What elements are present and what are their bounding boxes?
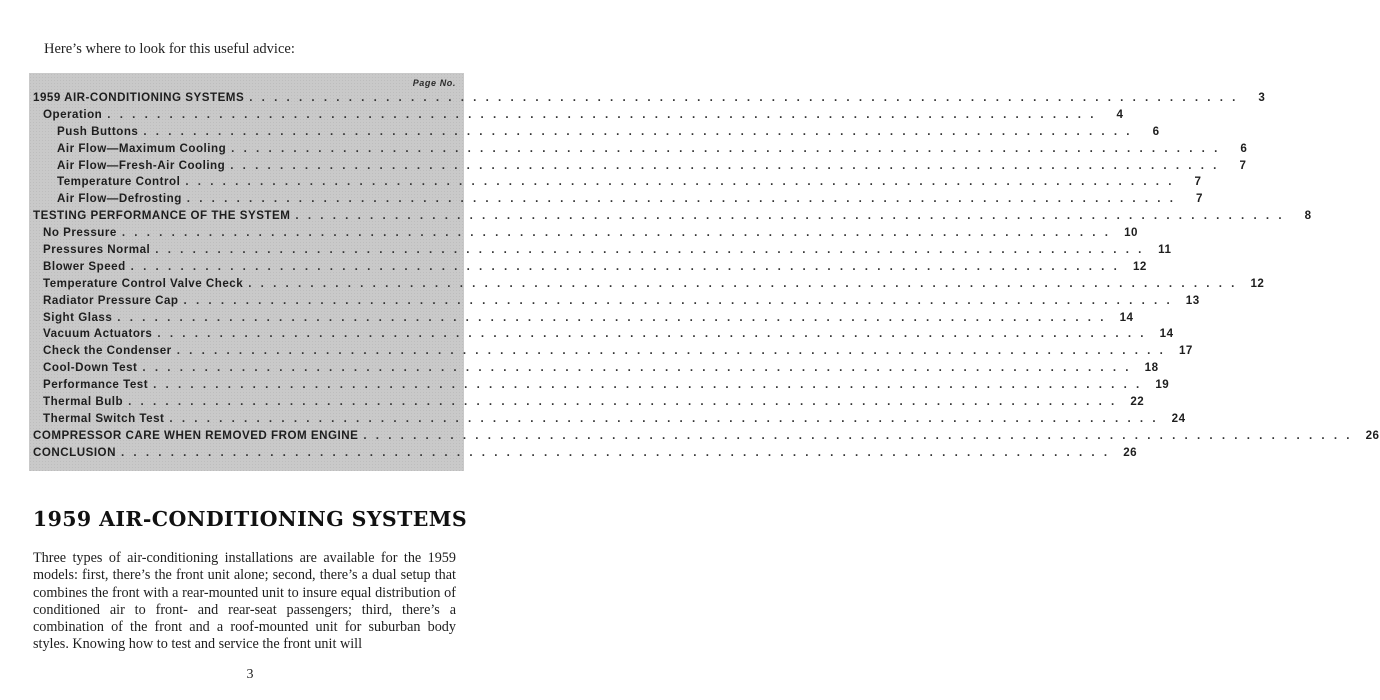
toc-entry-page: 7	[1194, 175, 1202, 189]
toc-entry-page: 17	[1178, 344, 1193, 358]
dot-leader: . . . . . . . . . . . . . . . . . . . . . . . . . . . . . . . . . . . . . . . . . . . . . . . . . . . . . . . . . . . . . . . . . . . . . . . . . . . . . . . .	[157, 327, 1147, 341]
dot-leader: . . . . . . . . . . . . . . . . . . . . . . . . . . . . . . . . . . . . . . . . . . . . . . . . . . . . . . . . . . . . . . . . . . . . . . . . . . . . . . . .	[153, 378, 1143, 392]
toc-entry-page: 22	[1130, 395, 1145, 409]
toc-entry-label: TESTING PERFORMANCE OF THE SYSTEM	[33, 209, 291, 223]
toc-entry-page: 24	[1171, 411, 1186, 425]
dot-leader: . . . . . . . . . . . . . . . . . . . . . . . . . . . . . . . . . . . . . . . . . . . . . . . . . . . . . . . . . . . . . . . . . . . . . . . . . . . . . . . .	[143, 124, 1133, 138]
toc-entry	[29, 428, 1380, 446]
dot-leader: . . . . . . . . . . . . . . . . . . . . . . . . . . . . . . . . . . . . . . . . . . . . . . . . . . . . . . . . . . . . . . . . . . . . . . . . . . . . . . . .	[155, 243, 1145, 257]
toc-entry-page: 7	[1196, 192, 1203, 206]
body-paragraph: Three types of air-conditioning installations are available for the 1959 models: first, there’s the front unit alone; second, there’s a dual setup that combines the front with a rear-mounted unit to insure equal distribution of conditioned air to front- and rear-seat passengers; third, there’s a combination of the front and a roof-mounted unit for suburban body styles. Knowing how to test and service the front unit will	[33, 550, 456, 653]
toc-entry-label: CONCLUSION	[33, 445, 116, 459]
toc-entry-page: 8	[1304, 209, 1312, 223]
toc-entry	[29, 141, 1248, 159]
toc-entry-label: Radiator Pressure Cap	[43, 293, 179, 307]
toc-entry-label: Cool-Down Test	[43, 361, 138, 375]
toc-entry-label: Thermal Switch Test	[43, 411, 165, 425]
dot-leader: . . . . . . . . . . . . . . . . . . . . . . . . . . . . . . . . . . . . . . . . . . . . . . . . . . . . . . . . . . . . . . . . . . . . . . . . . . . . . . . .	[107, 107, 1097, 121]
toc-entry-label: Blower Speed	[43, 259, 126, 273]
toc-entry	[29, 209, 1312, 226]
toc-entry-page: 6	[1152, 124, 1160, 138]
dot-leader: . . . . . . . . . . . . . . . . . . . . . . . . . . . . . . . . . . . . . . . . . . . . . . . . . . . . . . . . . . . . . . . . . . . . . . . . . . . . . . . .	[249, 91, 1239, 104]
dot-leader: . . . . . . . . . . . . . . . . . . . . . . . . . . . . . . . . . . . . . . . . . . . . . . . . . . . . . . . . . . . . . . . . . . . . . . . . . . . . . . . .	[121, 226, 1111, 240]
toc-entry-page: 12	[1250, 276, 1265, 290]
section-heading: 1959 AIR-CONDITIONING SYSTEMS	[32, 507, 468, 531]
toc-entry	[29, 243, 1172, 260]
table-of-contents	[29, 73, 1380, 471]
dot-leader: . . . . . . . . . . . . . . . . . . . . . . . . . . . . . . . . . . . . . . . . . . . . . . . . . . . . . . . . . . . . . . . . . . . . . . . . . . . . . . . .	[183, 293, 1173, 307]
dot-leader: . . . . . . . . . . . . . . . . . . . . . . . . . . . . . . . . . . . . . . . . . . . . . . . . . . . . . . . . . . . . . . . . . . . . . . . . . . . . . . . .	[169, 411, 1159, 425]
dot-leader: . . . . . . . . . . . . . . . . . . . . . . . . . . . . . . . . . . . . . . . . . . . . . . . . . . . . . . . . . . . . . . . . . . . . . . . . . . . . . . . .	[176, 344, 1166, 358]
toc-entry-label: Pressures Normal	[43, 243, 151, 257]
toc-entry-page: 12	[1132, 259, 1147, 273]
toc-entry-label: Check the Condenser	[43, 344, 172, 358]
toc-entry-page: 18	[1144, 361, 1159, 375]
dot-leader: . . . . . . . . . . . . . . . . . . . . . . . . . . . . . . . . . . . . . . . . . . . . . . . . . . . . . . . . . . . . . . . . . . . . . . . . . . . . . . . .	[185, 175, 1175, 189]
dot-leader: . . . . . . . . . . . . . . . . . . . . . . . . . . . . . . . . . . . . . . . . . . . . . . . . . . . . . . . . . . . . . . . . . . . . . . . . . . . . . . . .	[248, 276, 1238, 290]
toc-entry	[29, 378, 1170, 395]
toc-entry	[29, 192, 1203, 209]
toc-entry	[29, 175, 1202, 192]
toc-entry	[29, 124, 1160, 142]
toc-entry-list	[29, 91, 1380, 463]
dot-leader: . . . . . . . . . . . . . . . . . . . . . . . . . . . . . . . . . . . . . . . . . . . . . . . . . . . . . . . . . . . . . . . . . . . . . . . . . . . . . . . .	[120, 445, 1111, 459]
dot-leader: . . . . . . . . . . . . . . . . . . . . . . . . . . . . . . . . . . . . . . . . . . . . . . . . . . . . . . . . . . . . . . . . . . . . . . . . . . . . . . . .	[117, 310, 1107, 324]
toc-entry	[29, 327, 1174, 344]
toc-entry	[29, 344, 1193, 361]
toc-entry	[29, 276, 1265, 294]
toc-entry-label: Operation	[43, 107, 103, 121]
toc-entry-label: Temperature Control Valve Check	[43, 276, 244, 290]
dot-leader: . . . . . . . . . . . . . . . . . . . . . . . . . . . . . . . . . . . . . . . . . . . . . . . . . . . . . . . . . . . . . . . . . . . . . . . . . . . . . . . .	[142, 361, 1132, 375]
toc-entry-page: 3	[1258, 91, 1266, 104]
dot-leader: . . . . . . . . . . . . . . . . . . . . . . . . . . . . . . . . . . . . . . . . . . . . . . . . . . . . . . . . . . . . . . . . . . . . . . . . . . . . . . . .	[130, 259, 1120, 273]
toc-entry-label: COMPRESSOR CARE WHEN REMOVED FROM ENGINE	[33, 428, 359, 442]
toc-entry-page: 10	[1124, 226, 1138, 240]
toc-entry	[29, 91, 1266, 108]
page-number-column-header: Page No.	[412, 78, 456, 88]
toc-entry-page: 4	[1116, 107, 1124, 121]
toc-entry-page: 14	[1119, 310, 1134, 324]
toc-entry	[29, 361, 1159, 378]
toc-entry	[29, 445, 1138, 463]
toc-entry-label: Performance Test	[43, 378, 149, 392]
intro-text: Here’s where to look for this useful advice:	[44, 41, 295, 57]
toc-entry	[29, 310, 1134, 328]
toc-entry	[29, 259, 1147, 277]
toc-entry	[29, 107, 1124, 125]
toc-entry-page: 26	[1365, 428, 1380, 442]
toc-entry-page: 14	[1159, 327, 1174, 341]
toc-entry-page: 11	[1158, 243, 1172, 257]
toc-entry-page: 6	[1240, 141, 1248, 155]
toc-entry-label: Temperature Control	[57, 175, 181, 189]
toc-entry-page: 19	[1155, 378, 1170, 392]
dot-leader: . . . . . . . . . . . . . . . . . . . . . . . . . . . . . . . . . . . . . . . . . . . . . . . . . . . . . . . . . . . . . . . . . . . . . . . . . . . . . . . .	[186, 192, 1176, 206]
toc-entry-label: Thermal Bulb	[43, 395, 124, 409]
dot-leader: . . . . . . . . . . . . . . . . . . . . . . . . . . . . . . . . . . . . . . . . . . . . . . . . . . . . . . . . . . . . . . . . . . . . . . . . . . . . . . . .	[295, 209, 1285, 223]
toc-entry	[29, 293, 1200, 311]
toc-entry-label: Vacuum Actuators	[43, 327, 153, 341]
toc-entry-label: No Pressure	[43, 226, 117, 240]
dot-leader: . . . . . . . . . . . . . . . . . . . . . . . . . . . . . . . . . . . . . . . . . . . . . . . . . . . . . . . . . . . . . . . . . . . . . . . . . . . . . . . .	[231, 141, 1221, 155]
page-number: 3	[246, 667, 254, 682]
toc-entry-label: 1959 AIR-CONDITIONING SYSTEMS	[33, 91, 245, 104]
toc-entry	[29, 395, 1145, 412]
toc-entry-label: Air Flow—Maximum Cooling	[57, 141, 227, 155]
toc-entry	[29, 158, 1247, 176]
toc-entry-label: Air Flow—Defrosting	[57, 192, 182, 206]
toc-entry-label: Sight Glass	[43, 310, 113, 324]
dot-leader: . . . . . . . . . . . . . . . . . . . . . . . . . . . . . . . . . . . . . . . . . . . . . . . . . . . . . . . . . . . . . . . . . . . . . . . . . . . . . . . .	[128, 395, 1118, 409]
toc-entry-label: Push Buttons	[57, 124, 139, 138]
dot-leader: . . . . . . . . . . . . . . . . . . . . . . . . . . . . . . . . . . . . . . . . . . . . . . . . . . . . . . . . . . . . . . . . . . . . . . . . . . . . . . . .	[230, 158, 1220, 172]
toc-entry-page: 13	[1185, 293, 1200, 307]
toc-entry	[29, 411, 1186, 429]
toc-entry-label: Air Flow—Fresh-Air Cooling	[57, 158, 226, 172]
toc-entry	[29, 226, 1138, 243]
dot-leader: . . . . . . . . . . . . . . . . . . . . . . . . . . . . . . . . . . . . . . . . . . . . . . . . . . . . . . . . . . . . . . . . . . . . . . . . . . . . . . . .	[363, 428, 1353, 442]
toc-entry-page: 26	[1123, 445, 1138, 459]
toc-entry-page: 7	[1239, 158, 1247, 172]
